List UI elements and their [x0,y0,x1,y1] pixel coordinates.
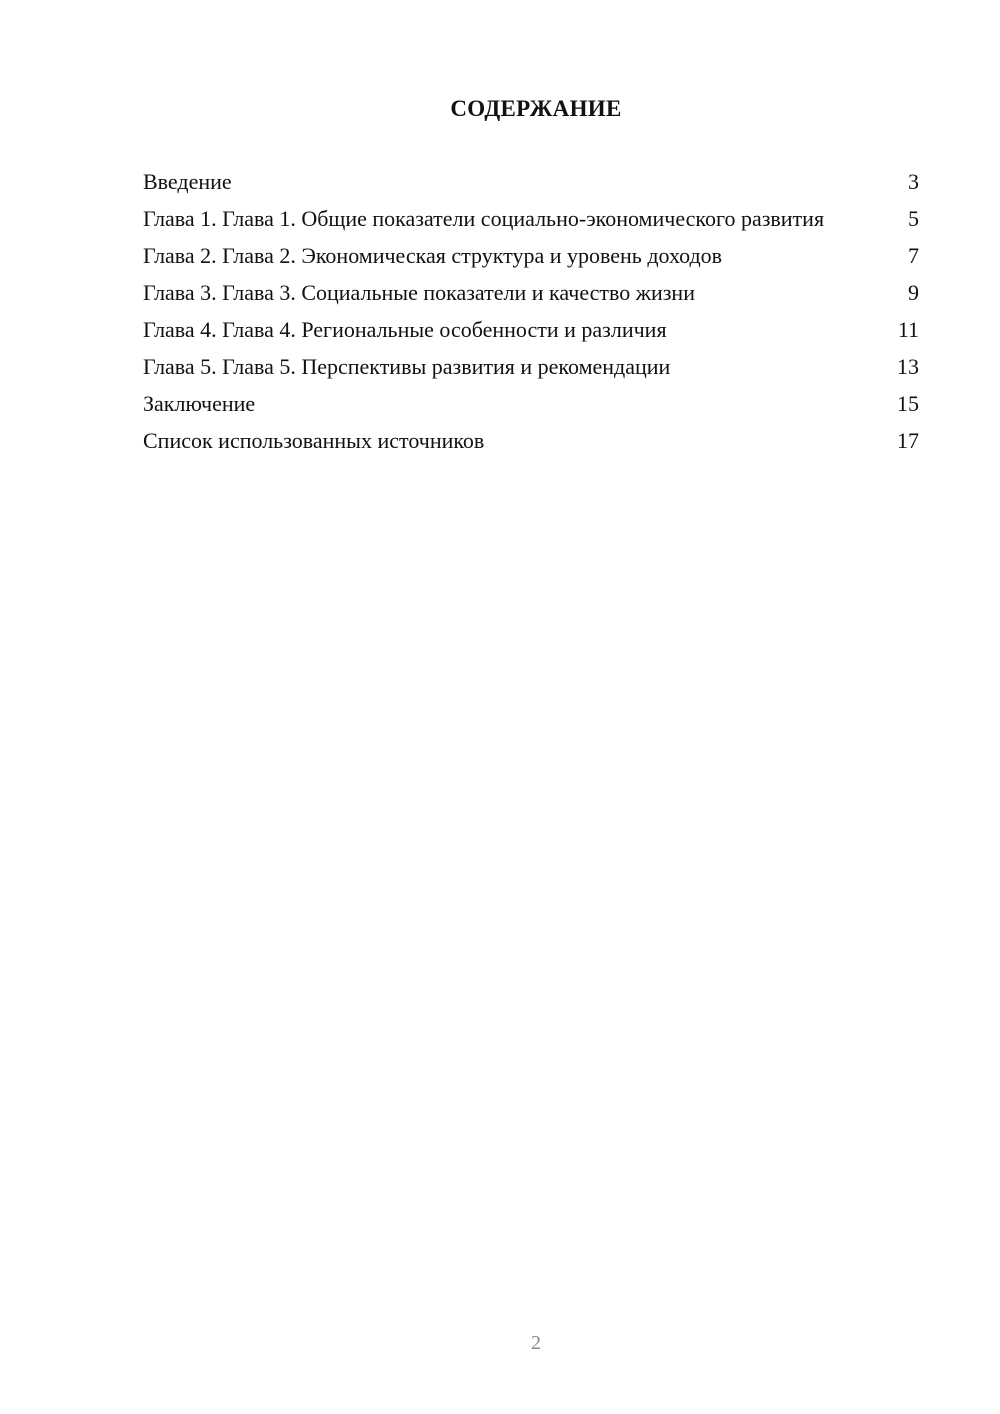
table-of-contents [143,168,919,464]
toc-entry-text: Список использованных источников [143,428,485,453]
toc-entry-introduction[interactable] [143,168,919,195]
toc-entry-chapter-5[interactable] [143,353,919,380]
toc-entry-page: 17 [897,428,919,453]
toc-entry-text: Заключение [143,391,256,416]
toc-entry-text: Глава 2. Глава 2. Экономическая структура и уровень доходов [143,243,723,268]
toc-entry-page: 13 [897,354,919,379]
toc-entry-conclusion[interactable] [143,390,919,417]
toc-entry-page: 9 [908,280,919,305]
toc-entry-text: Глава 4. Глава 4. Региональные особенности и различия [143,317,667,342]
toc-entry-chapter-2[interactable] [143,242,919,269]
toc-entry-page: 15 [897,391,919,416]
toc-entry-page: 7 [908,243,919,268]
toc-entry-chapter-3[interactable] [143,279,919,306]
page-number: 2 [531,1332,541,1354]
toc-entry-page: 5 [908,206,919,231]
toc-entry-text: Глава 5. Глава 5. Перспективы развития и рекомендации [143,354,671,379]
toc-entry-chapter-1[interactable] [143,205,919,232]
toc-entry-text: Глава 3. Глава 3. Социальные показатели и качество жизни [143,280,695,305]
page-title: СОДЕРЖАНИЕ [450,96,622,121]
toc-entry-page: 11 [897,317,919,342]
toc-entry-page: 3 [908,169,919,194]
toc-entry-references[interactable] [143,427,919,454]
toc-entry-text: Глава 1. Глава 1. Общие показатели социально-экономического развития [143,206,825,231]
toc-entry-chapter-4[interactable] [143,316,919,343]
toc-entry-text: Введение [143,169,232,194]
